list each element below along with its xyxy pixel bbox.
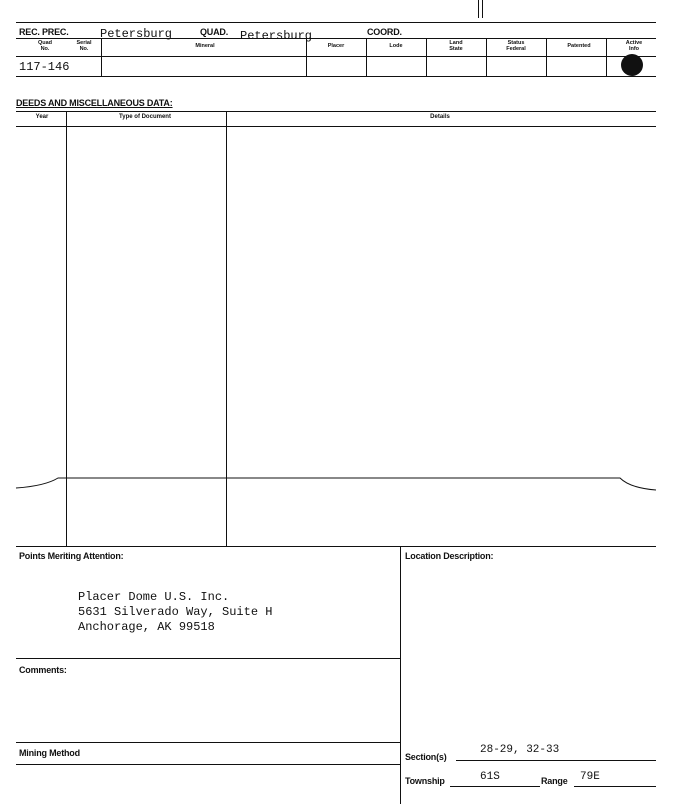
points-line-1: Placer Dome U.S. Inc. (78, 590, 230, 604)
points-line-2: 5631 Silverado Way, Suite H (78, 605, 273, 619)
col-status-federal: Status Federal (506, 40, 526, 52)
year-header: Year (35, 114, 49, 120)
column-header-rule (16, 56, 656, 57)
deeds-header-rule (16, 126, 656, 127)
mining-rule (16, 742, 400, 743)
deeds-title: DEEDS AND MISCELLANEOUS DATA: (16, 98, 173, 108)
col-divider (606, 38, 607, 76)
record-rule (16, 76, 656, 77)
mining-label: Mining Method (19, 748, 80, 758)
location-label: Location Description: (405, 551, 494, 561)
col-divider (306, 38, 307, 76)
col-mineral: Mineral (195, 43, 215, 49)
col-patented: Patented (567, 43, 591, 49)
bottom-divider (400, 546, 401, 804)
details-header: Details (430, 114, 450, 120)
range-value: 79E (580, 771, 600, 783)
deeds-top-rule (16, 111, 656, 112)
header-top-rule (16, 22, 656, 23)
col-land-state: Land State (449, 40, 463, 52)
col-divider (366, 38, 367, 76)
coord-label: COORD. (367, 27, 402, 37)
sections-label: Section(s) (405, 752, 447, 762)
active-dot (621, 54, 643, 76)
col-lode: Lode (389, 43, 403, 49)
col-quad-no: Quad No. (37, 40, 53, 52)
comments-label: Comments: (19, 665, 67, 675)
quad-label: QUAD. (200, 27, 228, 37)
mining-underline (16, 764, 400, 765)
quad-serial-value: 117-146 (19, 60, 70, 74)
col-divider (546, 38, 547, 76)
sections-value: 28-29, 32-33 (480, 744, 560, 756)
col-serial-no: Serial No. (76, 40, 92, 52)
bottom-top-rule (16, 546, 656, 547)
col-divider (101, 38, 102, 76)
sections-line (456, 760, 656, 761)
range-line (574, 786, 656, 787)
rec-prec-value: Petersburg (100, 27, 173, 41)
col-placer: Placer (327, 43, 345, 49)
rec-prec-label: REC. PREC. (19, 27, 69, 37)
col-divider (486, 38, 487, 76)
township-value: 61S (480, 771, 500, 783)
header-rule (16, 38, 656, 39)
range-label: Range (541, 776, 568, 786)
type-header: Type of Document (119, 114, 171, 120)
township-line (450, 786, 540, 787)
quad-value: Petersburg (240, 29, 313, 43)
township-label: Township (405, 776, 445, 786)
registration-mark (482, 0, 483, 18)
points-label: Points Meriting Attention: (19, 551, 124, 561)
col-active: Active Info (625, 40, 643, 52)
col-divider (426, 38, 427, 76)
points-line-3: Anchorage, AK 99518 (78, 620, 215, 634)
comments-rule (16, 658, 400, 659)
registration-mark (478, 0, 479, 18)
paste-seam (0, 470, 678, 496)
